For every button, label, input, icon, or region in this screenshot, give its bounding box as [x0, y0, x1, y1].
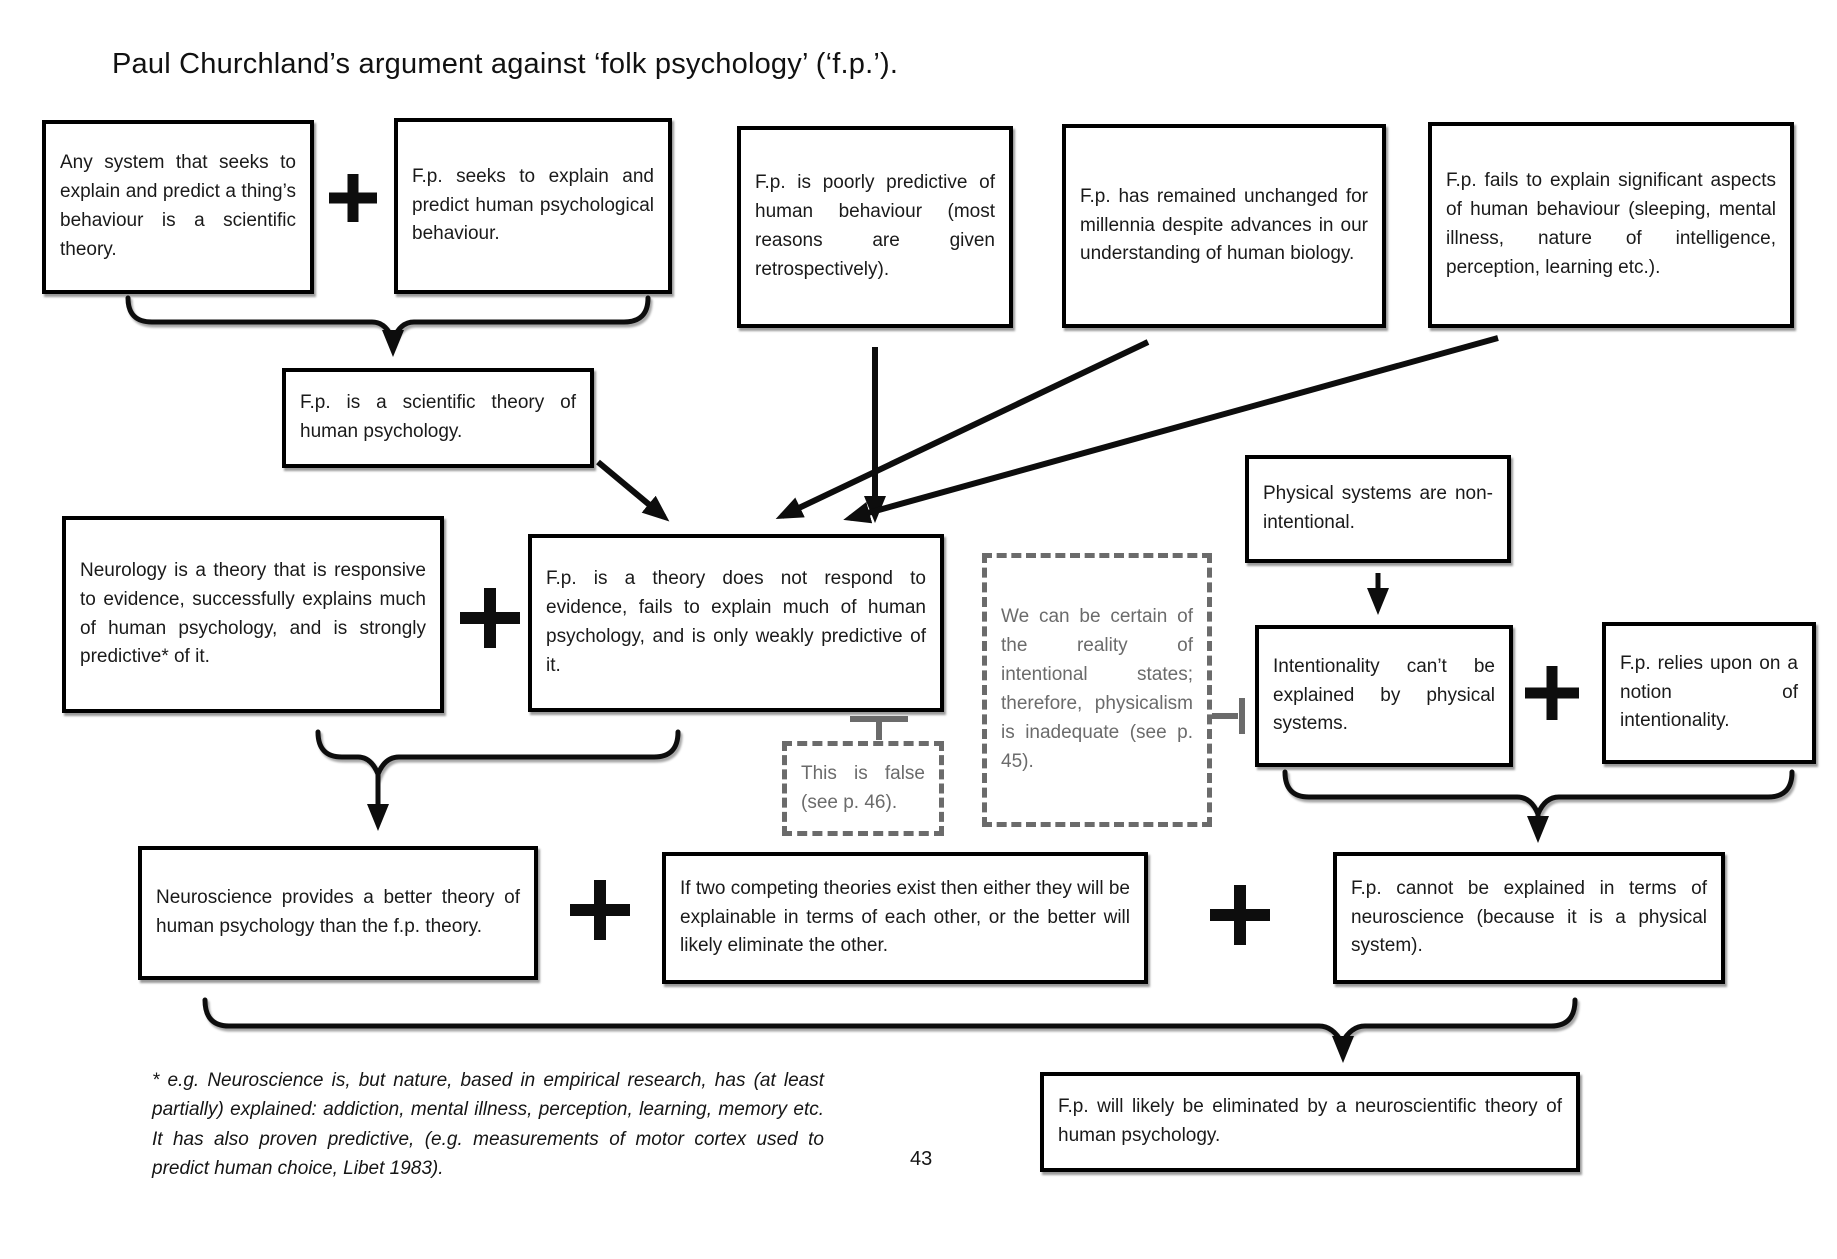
box-text: Physical systems are non-intentional.: [1263, 483, 1493, 533]
plus-icon: [460, 588, 520, 648]
box-fp-relies: [1602, 622, 1816, 764]
box-fp-eliminated: [1040, 1072, 1580, 1172]
box-text: We can be certain of the reality of intentional states; therefore, physicalism is inadequate (see p. 45).: [1001, 606, 1193, 772]
brace-connector: [1285, 772, 1792, 836]
inhibit-connector: [850, 719, 908, 740]
box-text: F.p. has remained unchanged for millennia despite advances in our understanding of human biology.: [1080, 185, 1368, 265]
brace-connector: [205, 1000, 1575, 1056]
box-physical-systems: [1245, 455, 1511, 563]
box-text: F.p. is a scientific theory of human psychology.: [300, 392, 576, 442]
box-text: Neurology is a theory that is responsive to evidence, successfully explains much of human psychology, and is strongly predictive* of it.: [80, 559, 426, 668]
plus-icon: [329, 174, 377, 222]
box-text: Neuroscience provides a better theory of human psychology than the f.p. theory.: [156, 887, 520, 937]
box-text: F.p. cannot be explained in terms of neuroscience (because it is a physical system).: [1351, 877, 1707, 957]
box-fp-cannot-explained: [1333, 852, 1725, 984]
page-title: Paul Churchland’s argument against ‘folk psychology’ (‘f.p.’).: [112, 48, 899, 80]
page-number: 43: [910, 1148, 933, 1170]
inhibit-connector: [1212, 698, 1242, 734]
box-any-system: [42, 120, 314, 294]
box-text: F.p. fails to explain significant aspects of human behaviour (sleeping, mental illness, nature of intelligence, perception, learning etc.).: [1446, 170, 1776, 278]
annotation-this-is-false: [782, 741, 944, 836]
brace-connector: [128, 298, 648, 350]
footnote: * e.g. Neuroscience is, but nature, based in empirical research, has (at least partially) explained: addiction, mental illness, perception, learning, memory etc. It has also proven predictive, (e.g. measurements of motor cortex used to predict human choice, Libet 1983).: [152, 1070, 824, 1180]
plus-icon: [570, 880, 630, 940]
box-text: F.p. will likely be eliminated by a neuroscientific theory of human psychology.: [1058, 1096, 1562, 1146]
box-text: F.p. seeks to explain and predict human psychological behaviour.: [412, 165, 654, 245]
box-fp-fails-explain: [1428, 122, 1794, 328]
box-text: If two competing theories exist then either they will be explainable in terms of each other, or the better will likely eliminate the other.: [680, 877, 1130, 957]
plus-icon: [1525, 666, 1579, 720]
box-text: Any system that seeks to explain and predict a thing’s behaviour is a scientific theory.: [60, 152, 296, 260]
box-fp-unchanged: [1062, 124, 1386, 328]
box-two-theories: [662, 852, 1148, 984]
box-text: Intentionality can’t be explained by physical systems.: [1273, 655, 1495, 735]
box-intentionality-cant: [1255, 625, 1513, 767]
box-text: This is false (see p. 46).: [801, 762, 925, 813]
annotation-intentional-states: [982, 553, 1212, 827]
box-fp-not-respond: [528, 534, 944, 712]
brace-connector: [318, 732, 678, 824]
box-fp-seeks: [394, 118, 672, 294]
box-neurology: [62, 516, 444, 713]
arrow-icon: [598, 462, 664, 517]
box-fp-scientific-theory: [282, 368, 594, 468]
box-neuroscience-better: [138, 846, 538, 980]
box-text: F.p. relies upon on a notion of intentionality.: [1620, 652, 1798, 732]
box-fp-poorly-predictive: [737, 126, 1013, 328]
plus-icon: [1210, 885, 1270, 945]
arrow-icon: [782, 342, 1148, 516]
box-text: F.p. is a theory does not respond to evidence, fails to explain much of human psychology, and is only weakly predictive of it.: [546, 568, 926, 676]
box-text: F.p. is poorly predictive of human behaviour (most reasons are given retrospectively).: [755, 172, 995, 280]
